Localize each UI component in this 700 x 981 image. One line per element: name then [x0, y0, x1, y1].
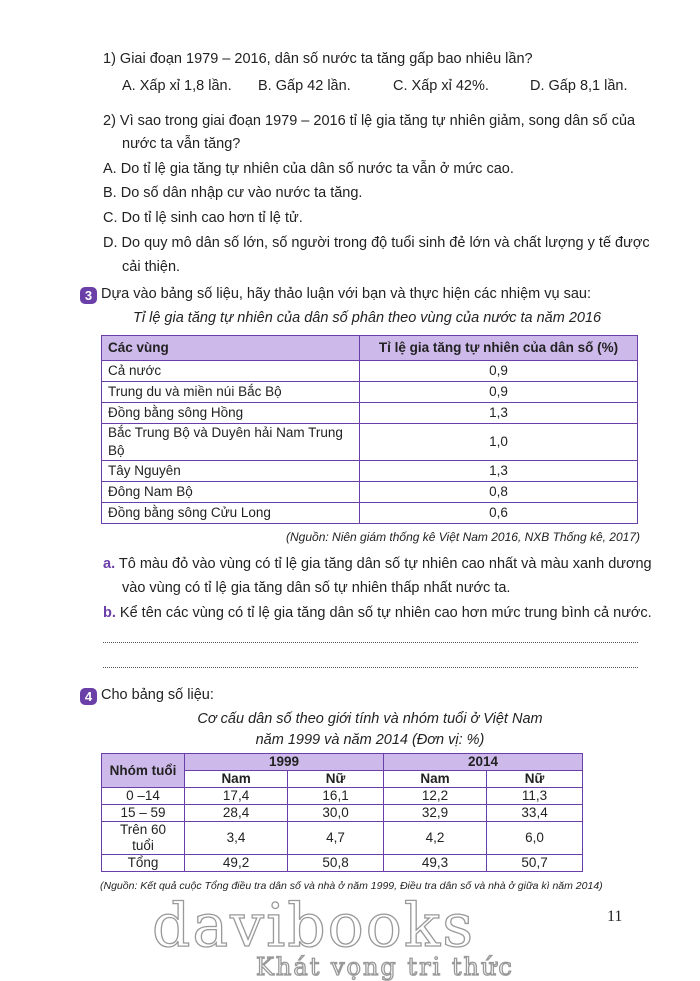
region-cell: Trung du và miền núi Bắc Bộ [102, 382, 360, 403]
region-cell: Tây Nguyên [102, 461, 360, 482]
task-a-text: Tô màu đỏ vào vùng có tỉ lệ gia tăng dân số tự nhiên cao nhất và màu xanh dương [118, 556, 652, 572]
table-1-caption: Tỉ lệ gia tăng tự nhiên của dân số phân theo vùng của nước ta năm 2016 [133, 310, 602, 326]
q1-option-b: B. Gấp 42 lần. [258, 78, 351, 94]
table-2-caption-1: Cơ cấu dân số theo giới tính và nhóm tuổi ở Việt Nam [197, 711, 543, 727]
table-2-source: (Nguồn: Kết quả cuộc Tổng điều tra dân số và nhà ở năm 1999, Điều tra dân số và nhà ở giữa kì năm 2014) [100, 880, 603, 892]
age-cell: Tổng [102, 855, 185, 872]
task-a-label: a. [103, 556, 116, 572]
task-a [103, 555, 652, 573]
table-row [102, 503, 638, 524]
header-male: Nam [383, 771, 486, 788]
value-cell: 3,4 [185, 822, 288, 855]
table-row [102, 855, 583, 872]
watermark-brand: davibooks [152, 891, 476, 961]
age-cell: 15 – 59 [102, 805, 185, 822]
task-b-label: b. [103, 605, 116, 621]
table-row [102, 361, 638, 382]
header-age-group: Nhóm tuổi [102, 754, 185, 788]
header-rate: Tỉ lệ gia tăng tự nhiên của dân số (%) [360, 336, 638, 361]
q2-option-d-cont: cải thiện. [122, 259, 181, 275]
header-female: Nữ [487, 771, 583, 788]
task-a-cont: vào vùng có tỉ lệ gia tăng dân số tự nhiên thấp nhất nước ta. [122, 580, 511, 596]
task-b [103, 604, 652, 622]
q2-option-b: B. Do số dân nhập cư vào nước ta tăng. [103, 185, 363, 201]
table-row [102, 788, 583, 805]
section-4-intro: Cho bảng số liệu: [101, 687, 214, 703]
value-cell: 16,1 [288, 788, 384, 805]
section-3-heading [80, 285, 591, 304]
age-cell: Trên 60 tuổi [102, 822, 185, 855]
table-row [102, 482, 638, 503]
table-row [102, 822, 583, 855]
region-cell: Đồng bằng sông Cửu Long [102, 503, 360, 524]
q2-text: 2) Vì sao trong giai đoạn 1979 – 2016 tỉ lệ gia tăng tự nhiên giảm, song dân số của [103, 113, 636, 129]
answer-line[interactable] [103, 667, 638, 668]
value-cell: 50,7 [487, 855, 583, 872]
header-female: Nữ [288, 771, 384, 788]
region-cell: Đồng bằng sông Hồng [102, 403, 360, 424]
value-cell: 49,2 [185, 855, 288, 872]
region-cell: Cả nước [102, 361, 360, 382]
task-b-text: Kể tên các vùng có tỉ lệ gia tăng dân số tự nhiên cao hơn mức trung bình cả nước. [119, 605, 652, 621]
rate-cell: 0,9 [360, 382, 638, 403]
table-row [102, 424, 638, 461]
q2-option-a: A. Do tỉ lệ gia tăng tự nhiên của dân số nước ta vẫn ở mức cao. [103, 161, 514, 177]
value-cell: 4,2 [383, 822, 486, 855]
rate-cell: 1,0 [360, 424, 638, 461]
value-cell: 30,0 [288, 805, 384, 822]
rate-cell: 0,8 [360, 482, 638, 503]
rate-cell: 0,9 [360, 361, 638, 382]
table-row [102, 461, 638, 482]
header-year-2014: 2014 [383, 754, 582, 771]
q1-text: 1) Giai đoạn 1979 – 2016, dân số nước ta tăng gấp bao nhiêu lần? [103, 51, 533, 67]
region-cell: Bắc Trung Bộ và Duyên hải Nam Trung Bộ [102, 424, 360, 461]
header-male: Nam [185, 771, 288, 788]
value-cell: 50,8 [288, 855, 384, 872]
rate-cell: 0,6 [360, 503, 638, 524]
q1-option-a: A. Xấp xỉ 1,8 lần. [122, 78, 232, 94]
section-3-intro: Dựa vào bảng số liệu, hãy thảo luận với bạn và thực hiện các nhiệm vụ sau: [101, 286, 591, 302]
population-structure-table [101, 753, 583, 872]
rate-cell: 1,3 [360, 403, 638, 424]
value-cell: 11,3 [487, 788, 583, 805]
value-cell: 32,9 [383, 805, 486, 822]
table-row [102, 403, 638, 424]
header-region: Các vùng [102, 336, 360, 361]
answer-line[interactable] [103, 642, 638, 643]
value-cell: 33,4 [487, 805, 583, 822]
value-cell: 17,4 [185, 788, 288, 805]
table-row [102, 382, 638, 403]
q2-option-d: D. Do quy mô dân số lớn, số người trong độ tuổi sinh đẻ lớn và chất lượng y tế được [103, 235, 650, 251]
watermark-slogan: Khát vọng tri thức [256, 953, 514, 981]
table-1-source: (Nguồn: Niên giám thống kê Việt Nam 2016, NXB Thống kê, 2017) [286, 530, 640, 544]
value-cell: 28,4 [185, 805, 288, 822]
q2-option-c: C. Do tỉ lệ sinh cao hơn tỉ lệ tử. [103, 210, 303, 226]
value-cell: 4,7 [288, 822, 384, 855]
table-row [102, 805, 583, 822]
section-4-badge: 4 [80, 688, 97, 705]
value-cell: 49,3 [383, 855, 486, 872]
q1-option-d: D. Gấp 8,1 lần. [530, 78, 628, 94]
rate-cell: 1,3 [360, 461, 638, 482]
age-cell: 0 –14 [102, 788, 185, 805]
page-number: 11 [607, 908, 623, 925]
value-cell: 6,0 [487, 822, 583, 855]
regional-growth-table [101, 335, 638, 524]
section-4-heading [80, 686, 214, 705]
header-year-1999: 1999 [185, 754, 384, 771]
section-3-badge: 3 [80, 287, 97, 304]
q2-text-cont: nước ta vẫn tăng? [122, 136, 241, 152]
table-2-caption-2: năm 1999 và năm 2014 (Đơn vị: %) [255, 732, 485, 748]
value-cell: 12,2 [383, 788, 486, 805]
q1-option-c: C. Xấp xỉ 42%. [393, 78, 489, 94]
region-cell: Đông Nam Bộ [102, 482, 360, 503]
